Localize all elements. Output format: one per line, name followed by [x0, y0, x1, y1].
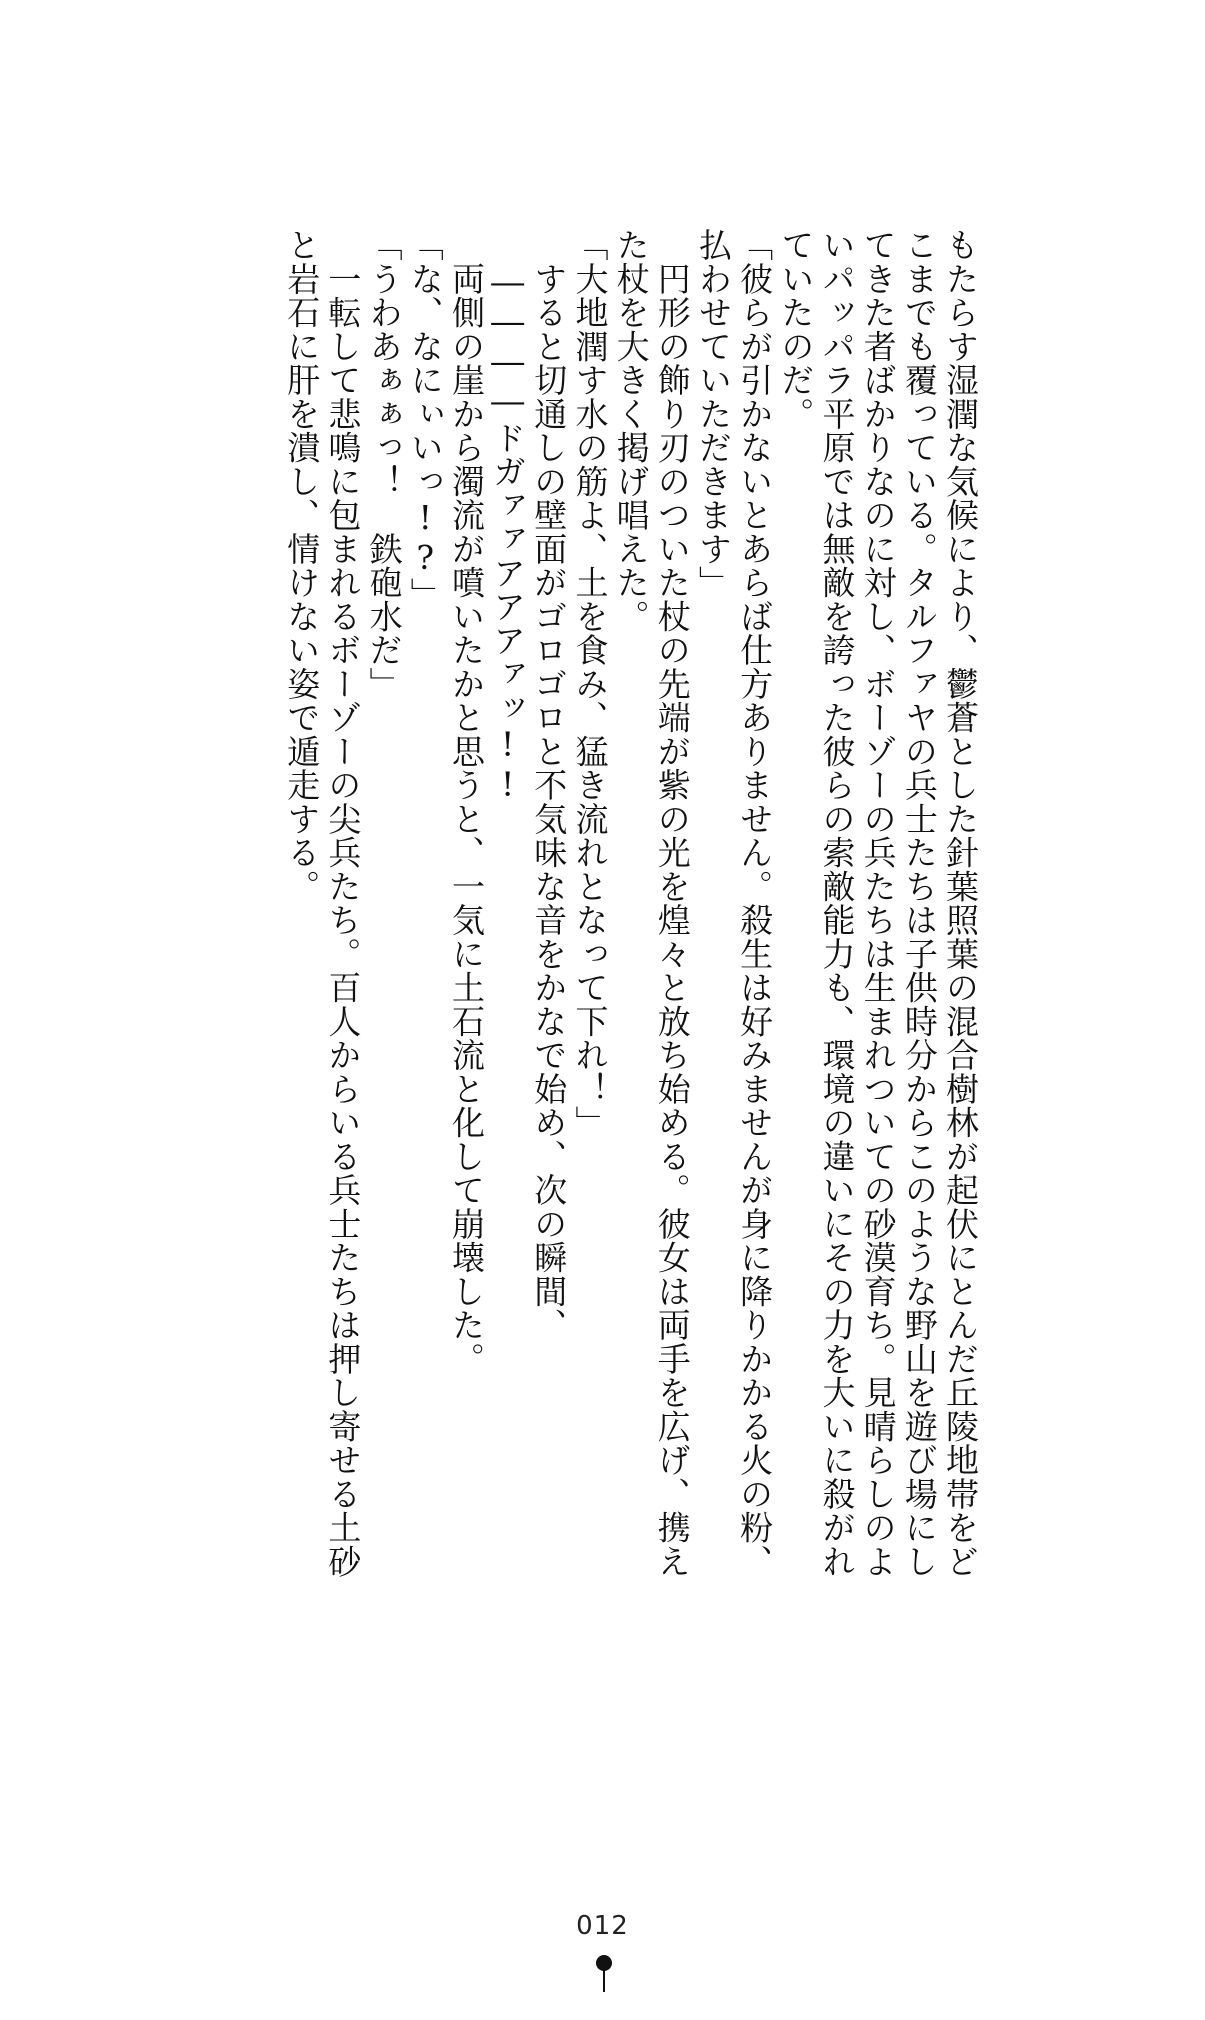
- text-line: てきた者ばかりなのに対し、ボーゾーの兵たちは生まれついての砂漠育ち。見晴らしのよ: [858, 228, 898, 1578]
- text-line: 払わせていただきます」: [693, 228, 733, 600]
- text-line: 両側の崖から濁流が噴いたかと思うと、一気に土石流と化して崩壊した。: [446, 228, 486, 1376]
- vertical-text-block: [277, 228, 980, 1748]
- text-line: すると切通しの壁面がゴロゴロと不気味な音をかなで始め、次の瞬間、: [529, 228, 569, 1342]
- text-line: 「うわあぁぁっ！ 鉄砲水だ」: [364, 228, 404, 701]
- page-number: 012: [576, 1911, 629, 1941]
- text-line: こまでも覆っている。タルファヤの兵士たちは子供時分からこのような野山を遊び場にし: [899, 228, 939, 1578]
- text-line: と岩石に肝を潰し、情けない姿で遁走する。: [282, 228, 322, 903]
- text-line: 一転して悲鳴に包まれるボーゾーの尖兵たち。百人からいる兵士たちは押し寄せる土砂: [323, 228, 363, 1578]
- text-line: ――――ドガァァアアアァッ!!: [488, 228, 528, 804]
- text-line: 円形の飾り刃のついた杖の先端が紫の光を煌々と放ち始める。彼女は両手を広げ、携え: [652, 228, 692, 1578]
- text-line: 「な、なにぃいっ!?」: [405, 228, 445, 612]
- text-line: た杖を大きく掲げ唱えた。: [611, 228, 651, 633]
- text-line: 「大地潤す水の筋よ、土を食み、猛き流れとなって下れ！」: [570, 228, 610, 1140]
- text-line: ていたのだ。: [776, 228, 816, 431]
- page-marker-icon: [596, 1955, 612, 1971]
- text-line: 「彼らが引かないとあらば仕方ありません。殺生は好みませんが身に降りかかる火の粉、: [735, 228, 775, 1578]
- text-line: もたらす湿潤な気候により、鬱蒼とした針葉照葉の混合樹林が起伏にとんだ丘陵地帯をど: [941, 228, 980, 1578]
- text-line: いパッパラ平原では無敵を誇った彼らの索敵能力も、環境の違いにその力を大いに殺がれ: [817, 228, 857, 1578]
